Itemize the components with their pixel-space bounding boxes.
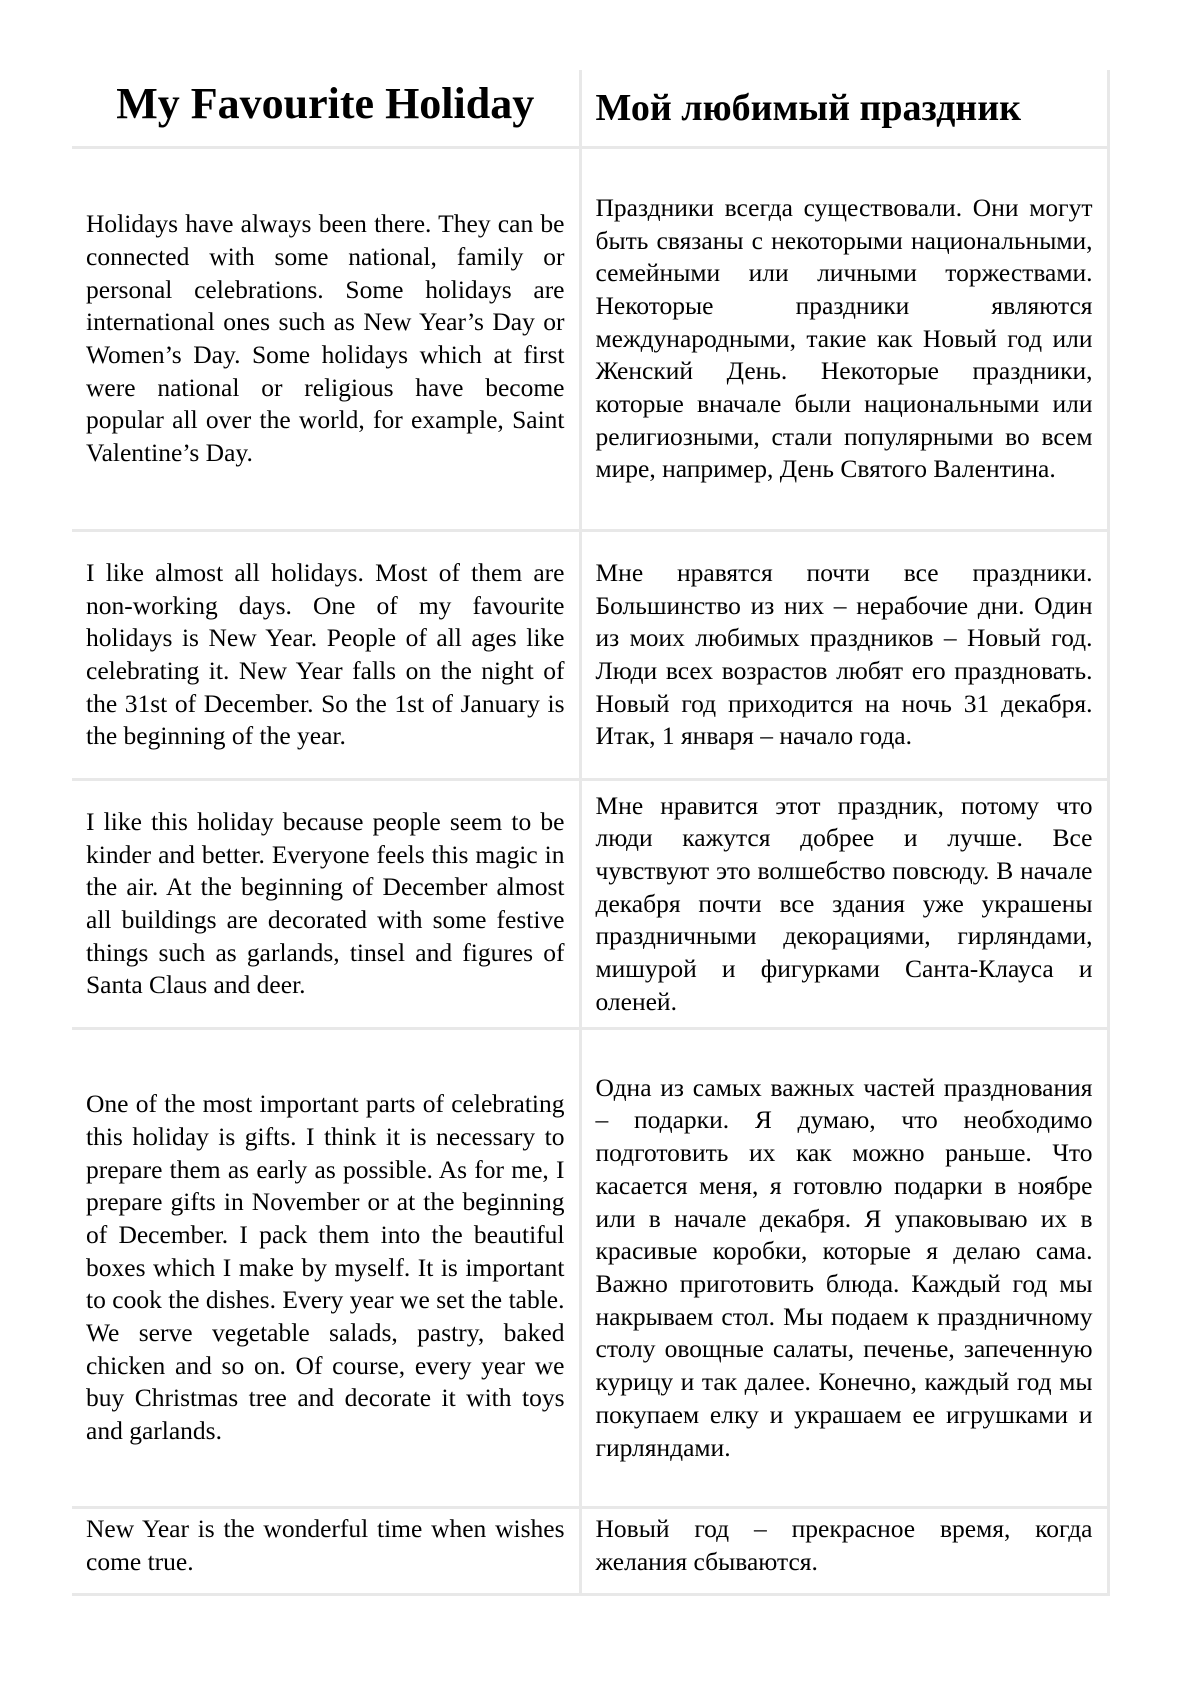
paragraph-russian: Мне нравятся почти все праздники. Большинство из них – нерабочие дни. Один из моих любимых праздников – Новый год. Люди всех возрастов любят его праздновать. Новый год приходится на ночь 31 декабря. Итак, 1 января – начало года. (580, 531, 1108, 780)
paragraph-english: I like almost all holidays. Most of them are non-working days. One of my favourite holidays is New Year. People of all ages like celebrating it. New Year falls on the night of the 31st of December. So the 1st of January is the beginning of the year. (72, 531, 580, 780)
table-row (72, 531, 1108, 780)
paragraph-english: One of the most important parts of celebrating this holiday is gifts. I think it is necessary to prepare them as early as possible. As for me, I prepare gifts in November or at the beginning of December. I pack them into the beautiful boxes which I make by myself. It is important to cook the dishes. Every year we set the table. We serve vegetable salads, pastry, baked chicken and so on. Of course, every year we buy Christmas tree and decorate it with toys and garlands. (72, 1029, 580, 1508)
paragraph-russian: Мне нравится этот праздник, потому что люди кажутся добрее и лучше. Все чувствуют это волшебство повсюду. В начале декабря почти все здания уже украшены праздничными декорациями, гирляндами, мишурой и фигурками Санта-Клауса и оленей. (580, 780, 1108, 1029)
paragraph-english: New Year is the wonderful time when wishes come true. (72, 1508, 580, 1595)
title-russian: Мой любимый праздник (580, 70, 1108, 148)
bilingual-table (72, 70, 1110, 1596)
paragraph-russian: Новый год – прекрасное время, когда желания сбываются. (580, 1508, 1108, 1595)
paragraph-russian: Одна из самых важных частей празднования – подарки. Я думаю, что необходимо подготовить их как можно раньше. Что касается меня, я готовлю подарки в ноябре или в начале декабря. Я упаковываю их в красивые коробки, которые я делаю сама. Важно приготовить блюда. Каждый год мы накрываем стол. Мы подаем к праздничному столу овощные салаты, печенье, запеченную курицу и так далее. Конечно, каждый год мы покупаем елку и украшаем ее игрушками и гирляндами. (580, 1029, 1108, 1508)
paragraph-english: Holidays have always been there. They can be connected with some national, family or personal celebrations. Some holidays are international ones such as New Year’s Day or Women’s Day. Some holidays which at first were national or religious have become popular all over the world, for example, Saint Valentine’s Day. (72, 148, 580, 531)
table-row (72, 780, 1108, 1029)
title-row (72, 70, 1108, 148)
document-page (72, 70, 1108, 1596)
table-row (72, 1029, 1108, 1508)
table-row (72, 148, 1108, 531)
paragraph-russian: Праздники всегда существовали. Они могут быть связаны с некоторыми национальными, семейными или личными торжествами. Некоторые праздники являются международными, такие как Новый год или Женский День. Некоторые праздники, которые вначале были национальными или религиозными, стали популярными во всем мире, например, День Святого Валентина. (580, 148, 1108, 531)
title-english: My Favourite Holiday (72, 70, 580, 148)
paragraph-english: I like this holiday because people seem to be kinder and better. Everyone feels this magic in the air. At the beginning of December almost all buildings are decorated with some festive things such as garlands, tinsel and figures of Santa Claus and deer. (72, 780, 580, 1029)
table-row (72, 1508, 1108, 1595)
